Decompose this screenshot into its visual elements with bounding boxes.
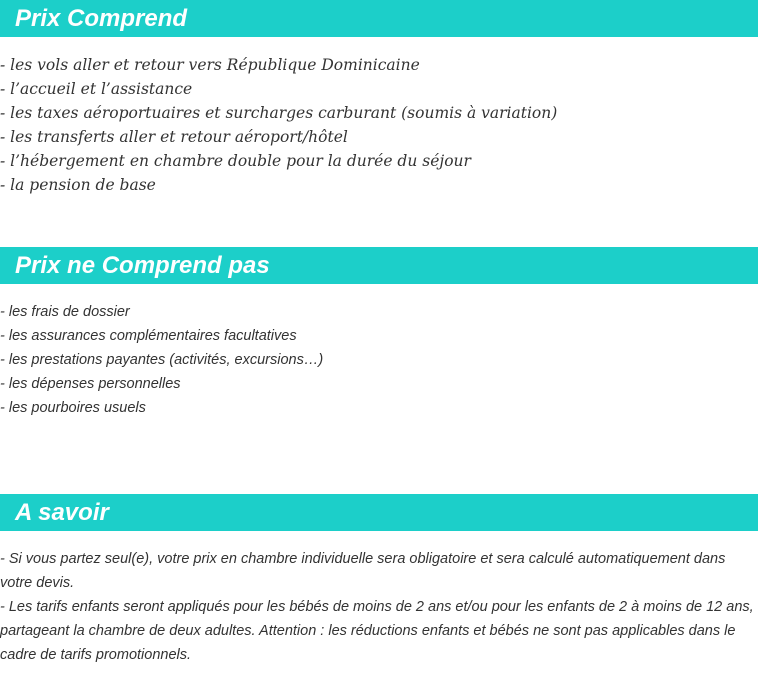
list-item: - l’hébergement en chambre double pour la durée du séjour [0, 152, 471, 170]
info-paragraph-child-rates: - Les tarifs enfants seront appliqués pour les bébés de moins de 2 ans et/ou pour les enfants de 2 à moins de 12 ans, partageant la chambre de deux adultes. Attention : les réductions enfants et bébés ne sont pas applicables dans le cadre de tarifs promotionnels. [0, 599, 754, 663]
section-header-prix-ne-comprend-pas: Prix ne Comprend pas [0, 247, 758, 284]
list-item: - les frais de dossier [0, 304, 130, 320]
list-item: - les dépenses personnelles [0, 376, 181, 392]
list-item: - les vols aller et retour vers République Dominicaine [0, 56, 420, 74]
info-paragraph-single-room: - Si vous partez seul(e), votre prix en chambre individuelle sera obligatoire et sera calculé automatiquement dans votre devis. [0, 551, 726, 591]
list-item: - l’accueil et l’assistance [0, 80, 193, 98]
section-header-prix-comprend: Prix Comprend [0, 0, 758, 37]
list-item: - la pension de base [0, 176, 156, 194]
list-item: - les taxes aéroportuaires et surcharges carburant (soumis à variation) [0, 104, 558, 122]
list-item: - les prestations payantes (activités, excursions…) [0, 352, 324, 368]
info-paragraphs [0, 547, 756, 667]
list-item: - les transferts aller et retour aéroport/hôtel [0, 128, 348, 146]
list-item: - les assurances complémentaires facultatives [0, 328, 297, 344]
list-item: - les pourboires usuels [0, 400, 146, 416]
excludes-list [0, 300, 323, 420]
section-header-a-savoir: A savoir [0, 494, 758, 531]
includes-list [0, 53, 557, 197]
